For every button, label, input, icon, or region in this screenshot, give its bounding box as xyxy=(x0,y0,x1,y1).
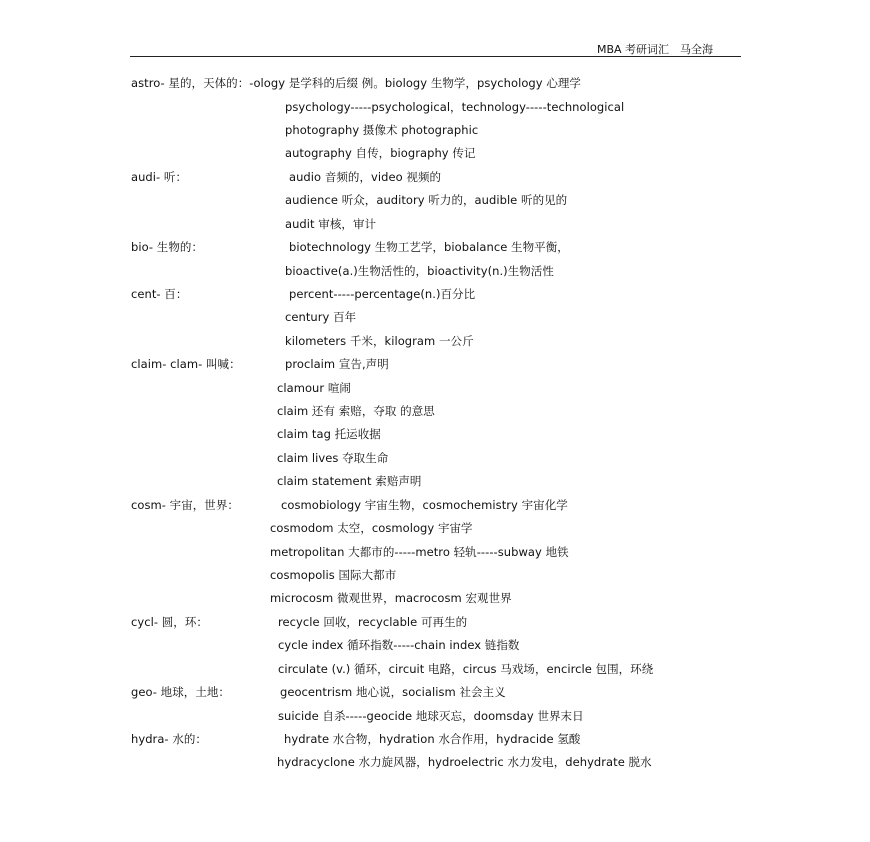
entry-cycl-heading: cycl- 圆，环： xyxy=(131,615,208,629)
entry-bio-heading: bio- 生物的： xyxy=(131,240,203,254)
entry-cycl-line-1: recycle 回收，recyclable 可再生的 xyxy=(278,615,468,629)
entry-geo-line-1: geocentrism 地心说，socialism 社会主义 xyxy=(280,685,506,699)
entry-cycl-line-2: cycle index 循环指数-----chain index 链指数 xyxy=(278,638,520,652)
entry-cosm-line-2: cosmodom 太空，cosmology 宇宙学 xyxy=(270,521,473,535)
entry-cycl-line-3: circulate (v.) 循环，circuit 电路，circus 马戏场，encircle 包围，环绕 xyxy=(278,662,654,676)
entry-bio-line-1: biotechnology 生物工艺学，biobalance 生物平衡， xyxy=(289,240,569,254)
header-title: MBA 考研词汇 马全海 xyxy=(597,43,714,56)
entry-cosm-line-4: cosmopolis 国际大都市 xyxy=(270,568,397,582)
entry-claim-line-6: claim statement 索赔声明 xyxy=(277,474,422,488)
header-rule xyxy=(130,56,741,57)
entry-cent-line-1: percent-----percentage(n.)百分比 xyxy=(289,287,476,301)
entry-cosm-heading: cosm- 宇宙，世界： xyxy=(131,498,239,512)
entry-astro-line-3: photography 摄像术 photographic xyxy=(285,123,479,137)
entry-audi-line-3: audit 审核，审计 xyxy=(285,217,377,231)
entry-audi-heading: audi- 听： xyxy=(131,170,188,184)
entry-cent-heading: cent- 百： xyxy=(131,287,188,301)
entry-claim-line-4: claim tag 托运收据 xyxy=(277,427,381,441)
entry-astro-line-4: autography 自传，biography 传记 xyxy=(285,146,476,160)
entry-astro-heading: astro- 星的，天体的：-ology 是学科的后缀 例。biology 生物学，psychology 心理学 xyxy=(131,76,581,90)
entry-cosm-line-3: metropolitan 大都市的-----metro 轻轨-----subway 地铁 xyxy=(270,545,569,559)
entry-claim-line-3: claim 还有 索赔，夺取 的意思 xyxy=(277,404,435,418)
entry-audi-line-2: audience 听众，auditory 听力的，audible 听的见的 xyxy=(285,193,568,207)
entry-claim-line-2: clamour 喧闹 xyxy=(277,381,351,395)
entry-geo-line-2: suicide 自杀-----geocide 地球灭忘，doomsday 世界末日 xyxy=(278,709,584,723)
entry-cent-line-3: kilometers 千米，kilogram 一公斤 xyxy=(285,334,474,348)
entry-hydra-heading: hydra- 水的： xyxy=(131,732,207,746)
entry-hydra-line-1: hydrate 水合物，hydration 水合作用，hydracide 氢酸 xyxy=(284,732,581,746)
entry-bio-line-2: bioactive(a.)生物活性的，bioactivity(n.)生物活性 xyxy=(285,264,554,278)
entry-hydra-line-2: hydracyclone 水力旋风器，hydroelectric 水力发电，dehydrate 脱水 xyxy=(277,755,652,769)
entry-cent-line-2: century 百年 xyxy=(285,310,357,324)
entry-claim-line-1: proclaim 宣告,声明 xyxy=(285,357,389,371)
entry-cosm-line-5: microcosm 微观世界，macrocosm 宏观世界 xyxy=(270,591,512,605)
entry-cosm-line-1: cosmobiology 宇宙生物，cosmochemistry 宇宙化学 xyxy=(281,498,568,512)
entry-claim-line-5: claim lives 夺取生命 xyxy=(277,451,389,465)
entry-audi-line-1: audio 音频的，video 视频的 xyxy=(289,170,442,184)
entry-astro-line-2: psychology-----psychological，technology-----technological xyxy=(285,100,625,114)
entry-geo-heading: geo- 地球，土地： xyxy=(131,685,230,699)
entry-claim-heading: claim- clam- 叫喊： xyxy=(131,357,241,371)
